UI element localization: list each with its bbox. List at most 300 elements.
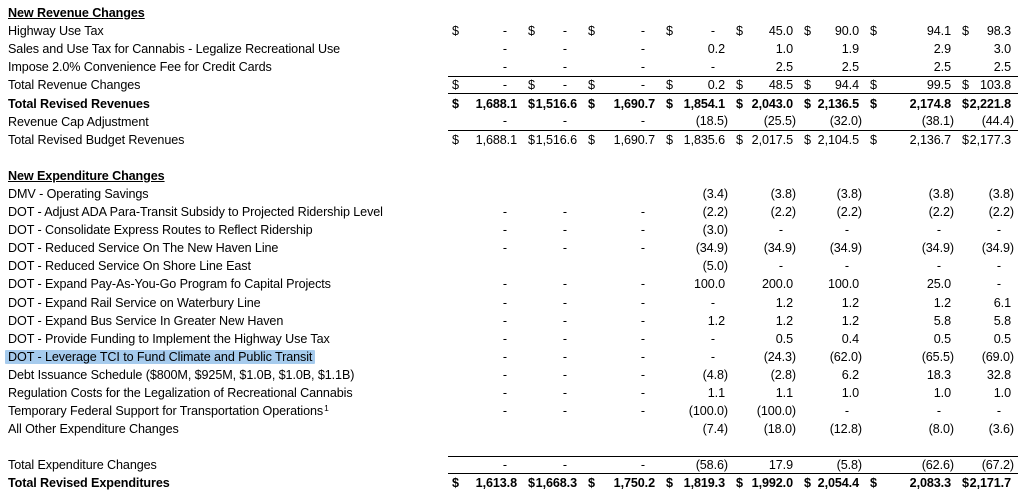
row-label bbox=[8, 203, 448, 221]
amount-cell bbox=[662, 94, 732, 112]
amount-value: 18.3 bbox=[926, 367, 951, 382]
amount-value: 1,668.3 bbox=[535, 476, 577, 491]
amount-cell bbox=[800, 257, 866, 275]
dollar-sign: $ bbox=[870, 476, 877, 491]
amount-cell bbox=[732, 185, 800, 203]
amount-cell bbox=[524, 330, 584, 348]
amount-value: (18.0) bbox=[763, 422, 796, 437]
amount-cell bbox=[584, 275, 662, 293]
amount-value: 1,516.6 bbox=[535, 132, 577, 147]
dollar-sign: $ bbox=[870, 96, 877, 111]
table-row bbox=[8, 402, 1024, 420]
amount-cell bbox=[800, 239, 866, 257]
amount-cell bbox=[958, 40, 1018, 58]
amount-value: 2.5 bbox=[841, 60, 859, 75]
amount-cell bbox=[524, 40, 584, 58]
amount-value: (100.0) bbox=[756, 404, 796, 419]
row-label bbox=[8, 330, 448, 348]
amount-value: - bbox=[844, 223, 849, 238]
amount-value: - bbox=[562, 295, 567, 310]
amount-value: (38.1) bbox=[921, 114, 954, 129]
amount-value: 94.1 bbox=[926, 24, 951, 39]
dollar-sign: $ bbox=[588, 78, 595, 93]
amount-value: - bbox=[502, 367, 507, 382]
amount-cell bbox=[866, 456, 958, 474]
amount-value: 1,992.0 bbox=[751, 476, 793, 491]
amount-cell bbox=[584, 149, 662, 167]
row-label-text: All Other Expenditure Changes bbox=[8, 422, 179, 437]
amount-value: 2,136.5 bbox=[817, 96, 859, 111]
amount-value: 1,613.8 bbox=[475, 476, 517, 491]
amount-cell bbox=[732, 294, 800, 312]
amount-cell bbox=[662, 330, 732, 348]
amount-cell bbox=[732, 330, 800, 348]
amount-cell bbox=[584, 76, 662, 94]
row-label-text: Sales and Use Tax for Cannabis - Legalize Recreational Use bbox=[8, 42, 341, 57]
amount-cell bbox=[958, 402, 1018, 420]
amount-cell bbox=[448, 257, 524, 275]
amount-value: - bbox=[562, 114, 567, 129]
amount-value: - bbox=[640, 349, 645, 364]
amount-value: 1.0 bbox=[841, 386, 859, 401]
amount-cell bbox=[662, 312, 732, 330]
dollar-sign: $ bbox=[962, 476, 969, 491]
amount-value: - bbox=[502, 223, 507, 238]
amount-cell bbox=[866, 40, 958, 58]
blank-row bbox=[8, 438, 1024, 456]
amount-value: (34.9) bbox=[763, 241, 796, 256]
amount-value: 5.8 bbox=[933, 313, 951, 328]
amount-cell bbox=[800, 94, 866, 112]
amount-value: 1.2 bbox=[841, 295, 859, 310]
amount-cell bbox=[662, 40, 732, 58]
amount-value: 17.9 bbox=[768, 458, 793, 473]
table-row bbox=[8, 456, 1024, 474]
amount-cell bbox=[866, 203, 958, 221]
dollar-sign: $ bbox=[736, 476, 743, 491]
amount-cell bbox=[958, 22, 1018, 40]
amount-cell bbox=[958, 294, 1018, 312]
amount-cell bbox=[800, 167, 866, 185]
amount-value: (2.2) bbox=[836, 205, 862, 220]
amount-cell bbox=[448, 402, 524, 420]
amount-value: 2,171.7 bbox=[969, 476, 1011, 491]
table-row bbox=[8, 203, 1024, 221]
amount-value: 6.2 bbox=[841, 367, 859, 382]
amount-cell bbox=[524, 420, 584, 438]
amount-cell bbox=[732, 366, 800, 384]
row-label-text: New Expenditure Changes bbox=[8, 168, 165, 183]
amount-value: - bbox=[996, 259, 1001, 274]
amount-cell bbox=[584, 167, 662, 185]
amount-value: - bbox=[562, 60, 567, 75]
amount-value: (67.2) bbox=[981, 458, 1014, 473]
amount-value: (44.4) bbox=[981, 114, 1014, 129]
amount-value: 1.2 bbox=[841, 313, 859, 328]
row-label bbox=[8, 185, 448, 203]
amount-value: (34.9) bbox=[829, 241, 862, 256]
table-row bbox=[8, 275, 1024, 293]
amount-value: - bbox=[562, 42, 567, 57]
amount-value: 0.2 bbox=[707, 42, 725, 57]
amount-cell bbox=[524, 348, 584, 366]
dollar-sign: $ bbox=[528, 96, 535, 111]
row-label bbox=[8, 384, 448, 402]
amount-value: - bbox=[640, 223, 645, 238]
amount-value: (4.8) bbox=[702, 367, 728, 382]
amount-cell bbox=[524, 438, 584, 456]
amount-value: - bbox=[502, 78, 507, 93]
amount-value: - bbox=[502, 277, 507, 292]
amount-cell bbox=[584, 185, 662, 203]
table-row bbox=[8, 384, 1024, 402]
amount-value: 0.5 bbox=[933, 331, 951, 346]
amount-cell bbox=[958, 167, 1018, 185]
amount-value: (3.8) bbox=[928, 186, 954, 201]
amount-cell bbox=[866, 474, 958, 492]
amount-value: 1.9 bbox=[841, 42, 859, 57]
amount-cell bbox=[662, 131, 732, 149]
amount-value: (69.0) bbox=[981, 349, 1014, 364]
amount-cell bbox=[448, 438, 524, 456]
amount-cell bbox=[732, 402, 800, 420]
amount-cell bbox=[524, 239, 584, 257]
amount-cell bbox=[662, 420, 732, 438]
amount-value: (2.2) bbox=[928, 205, 954, 220]
amount-value: - bbox=[640, 367, 645, 382]
highlighted-text: DOT - Leverage TCI to Fund Climate and Public Transit bbox=[5, 350, 315, 364]
amount-value: - bbox=[936, 404, 941, 419]
amount-value: - bbox=[640, 78, 645, 93]
dollar-sign: $ bbox=[804, 24, 811, 39]
amount-cell bbox=[448, 40, 524, 58]
amount-value: - bbox=[996, 404, 1001, 419]
amount-value: 1,690.7 bbox=[613, 132, 655, 147]
amount-cell bbox=[958, 113, 1018, 131]
row-label bbox=[8, 366, 448, 384]
amount-value: (3.8) bbox=[770, 186, 796, 201]
table-row bbox=[8, 348, 1024, 366]
row-label-text: Impose 2.0% Convenience Fee for Credit Cards bbox=[8, 60, 272, 75]
amount-cell bbox=[800, 40, 866, 58]
amount-cell bbox=[584, 312, 662, 330]
footnote-marker: 1 bbox=[324, 403, 329, 414]
table-row bbox=[8, 22, 1024, 40]
row-label bbox=[8, 94, 448, 112]
amount-cell bbox=[800, 402, 866, 420]
amount-value: 1,690.7 bbox=[613, 96, 655, 111]
dollar-sign: $ bbox=[736, 24, 743, 39]
amount-cell bbox=[800, 294, 866, 312]
amount-value: - bbox=[710, 24, 715, 39]
amount-value: (34.9) bbox=[921, 241, 954, 256]
amount-value: - bbox=[640, 114, 645, 129]
table-row bbox=[8, 420, 1024, 438]
amount-value: 100.0 bbox=[693, 277, 725, 292]
amount-value: 1.2 bbox=[933, 295, 951, 310]
amount-cell bbox=[662, 474, 732, 492]
amount-value: (32.0) bbox=[829, 114, 862, 129]
row-label bbox=[8, 438, 448, 456]
row-label-text: DOT - Provide Funding to Implement the Highway Use Tax bbox=[8, 331, 330, 346]
amount-value: - bbox=[996, 277, 1001, 292]
amount-value: 1,688.1 bbox=[475, 132, 517, 147]
amount-cell bbox=[866, 149, 958, 167]
amount-cell bbox=[958, 76, 1018, 94]
amount-cell bbox=[958, 94, 1018, 112]
dollar-sign: $ bbox=[452, 24, 459, 39]
row-label bbox=[8, 239, 448, 257]
amount-cell bbox=[662, 438, 732, 456]
row-label bbox=[8, 22, 448, 40]
amount-value: - bbox=[844, 259, 849, 274]
dollar-sign: $ bbox=[804, 78, 811, 93]
amount-cell bbox=[800, 58, 866, 76]
amount-cell bbox=[732, 384, 800, 402]
amount-cell bbox=[800, 76, 866, 94]
amount-value: - bbox=[778, 223, 783, 238]
row-label-text: DOT - Expand Pay-As-You-Go Program fo Capital Projects bbox=[8, 277, 331, 292]
amount-cell bbox=[524, 384, 584, 402]
amount-value: - bbox=[502, 295, 507, 310]
amount-value: 1.0 bbox=[993, 386, 1011, 401]
amount-cell bbox=[448, 384, 524, 402]
amount-value: - bbox=[562, 458, 567, 473]
amount-cell bbox=[584, 203, 662, 221]
amount-value: (8.0) bbox=[928, 422, 954, 437]
row-label-text: Total Revised Expenditures bbox=[8, 476, 170, 491]
amount-cell bbox=[732, 94, 800, 112]
dollar-sign: $ bbox=[736, 132, 743, 147]
amount-value: 1,819.3 bbox=[683, 476, 725, 491]
amount-cell bbox=[524, 366, 584, 384]
amount-value: - bbox=[640, 331, 645, 346]
amount-cell bbox=[524, 257, 584, 275]
amount-cell bbox=[800, 149, 866, 167]
dollar-sign: $ bbox=[666, 78, 673, 93]
amount-cell bbox=[662, 384, 732, 402]
amount-cell bbox=[584, 456, 662, 474]
amount-cell bbox=[448, 474, 524, 492]
amount-value: (62.6) bbox=[921, 458, 954, 473]
row-label-text: Debt Issuance Schedule ($800M, $925M, $1.0B, $1.0B, $1.1B) bbox=[8, 367, 355, 382]
dollar-sign: $ bbox=[588, 476, 595, 491]
amount-cell bbox=[448, 348, 524, 366]
amount-value: - bbox=[640, 295, 645, 310]
amount-cell bbox=[732, 312, 800, 330]
amount-cell bbox=[958, 185, 1018, 203]
amount-cell bbox=[448, 294, 524, 312]
amount-cell bbox=[524, 294, 584, 312]
amount-cell bbox=[800, 203, 866, 221]
amount-value: 2,221.8 bbox=[969, 96, 1011, 111]
amount-value: (34.9) bbox=[981, 241, 1014, 256]
amount-cell bbox=[584, 257, 662, 275]
table-row bbox=[8, 474, 1024, 492]
amount-cell bbox=[866, 239, 958, 257]
amount-cell bbox=[958, 149, 1018, 167]
amount-cell bbox=[448, 275, 524, 293]
amount-cell bbox=[662, 58, 732, 76]
amount-cell bbox=[662, 22, 732, 40]
row-label-text: DOT - Consolidate Express Routes to Reflect Ridership bbox=[8, 223, 313, 238]
amount-cell bbox=[584, 474, 662, 492]
table-row bbox=[8, 113, 1024, 131]
amount-cell bbox=[800, 22, 866, 40]
table-row bbox=[8, 221, 1024, 239]
amount-value: 1.1 bbox=[707, 386, 725, 401]
amount-cell bbox=[958, 330, 1018, 348]
amount-cell bbox=[662, 239, 732, 257]
amount-value: (7.4) bbox=[702, 422, 728, 437]
amount-cell bbox=[866, 76, 958, 94]
amount-value: 2.5 bbox=[933, 60, 951, 75]
amount-cell bbox=[448, 330, 524, 348]
amount-cell bbox=[866, 366, 958, 384]
amount-cell bbox=[584, 330, 662, 348]
amount-cell bbox=[866, 312, 958, 330]
amount-cell bbox=[958, 420, 1018, 438]
row-label bbox=[8, 456, 448, 474]
table-row bbox=[8, 131, 1024, 149]
amount-cell bbox=[448, 113, 524, 131]
amount-value: - bbox=[640, 404, 645, 419]
amount-cell bbox=[958, 239, 1018, 257]
amount-cell bbox=[866, 420, 958, 438]
amount-value: (2.8) bbox=[770, 367, 796, 382]
amount-cell bbox=[524, 474, 584, 492]
amount-cell bbox=[958, 257, 1018, 275]
amount-value: 90.0 bbox=[834, 24, 859, 39]
amount-cell bbox=[866, 348, 958, 366]
amount-value: (2.2) bbox=[702, 205, 728, 220]
row-label bbox=[8, 257, 448, 275]
amount-cell bbox=[732, 438, 800, 456]
amount-cell bbox=[732, 221, 800, 239]
amount-value: 3.0 bbox=[993, 42, 1011, 57]
amount-cell bbox=[524, 312, 584, 330]
row-label-text: Temporary Federal Support for Transportation Operations bbox=[8, 404, 324, 419]
amount-value: 1.2 bbox=[707, 313, 725, 328]
amount-cell bbox=[584, 402, 662, 420]
amount-cell bbox=[662, 203, 732, 221]
amount-cell bbox=[662, 4, 732, 22]
dollar-sign: $ bbox=[588, 24, 595, 39]
amount-value: 2.5 bbox=[993, 60, 1011, 75]
amount-value: - bbox=[562, 24, 567, 39]
amount-cell bbox=[800, 330, 866, 348]
section-header-row bbox=[8, 4, 1024, 22]
amount-value: - bbox=[502, 42, 507, 57]
dollar-sign: $ bbox=[452, 78, 459, 93]
dollar-sign: $ bbox=[528, 24, 535, 39]
dollar-sign: $ bbox=[528, 78, 535, 93]
amount-cell bbox=[800, 113, 866, 131]
amount-cell bbox=[732, 131, 800, 149]
amount-cell bbox=[524, 94, 584, 112]
amount-cell bbox=[584, 94, 662, 112]
amount-cell bbox=[800, 366, 866, 384]
amount-cell bbox=[732, 203, 800, 221]
amount-cell bbox=[958, 312, 1018, 330]
amount-value: - bbox=[562, 78, 567, 93]
amount-cell bbox=[584, 131, 662, 149]
amount-value: 99.5 bbox=[926, 78, 951, 93]
amount-cell bbox=[732, 4, 800, 22]
amount-value: 2.9 bbox=[933, 42, 951, 57]
amount-cell bbox=[800, 438, 866, 456]
amount-cell bbox=[448, 203, 524, 221]
amount-cell bbox=[800, 221, 866, 239]
amount-cell bbox=[662, 456, 732, 474]
amount-cell bbox=[662, 275, 732, 293]
amount-cell bbox=[524, 402, 584, 420]
amount-cell bbox=[584, 221, 662, 239]
amount-value: - bbox=[502, 241, 507, 256]
amount-cell bbox=[448, 185, 524, 203]
table-row bbox=[8, 294, 1024, 312]
amount-cell bbox=[524, 58, 584, 76]
amount-cell bbox=[662, 294, 732, 312]
amount-cell bbox=[958, 131, 1018, 149]
amount-value: (3.8) bbox=[988, 186, 1014, 201]
amount-value: 1,688.1 bbox=[475, 96, 517, 111]
amount-value: 94.4 bbox=[834, 78, 859, 93]
amount-value: (2.2) bbox=[770, 205, 796, 220]
row-label bbox=[8, 420, 448, 438]
amount-cell bbox=[732, 420, 800, 438]
row-label-text: DOT - Expand Bus Service In Greater New Haven bbox=[8, 313, 284, 328]
amount-cell bbox=[958, 203, 1018, 221]
amount-cell bbox=[958, 474, 1018, 492]
row-label bbox=[8, 40, 448, 58]
amount-cell bbox=[448, 76, 524, 94]
dollar-sign: $ bbox=[588, 96, 595, 111]
dollar-sign: $ bbox=[804, 132, 811, 147]
amount-value: 98.3 bbox=[986, 24, 1011, 39]
row-label bbox=[8, 4, 448, 22]
row-label-text: Total Revenue Changes bbox=[8, 78, 141, 93]
amount-cell bbox=[800, 420, 866, 438]
amount-value: - bbox=[502, 458, 507, 473]
blank-row bbox=[8, 149, 1024, 167]
amount-cell bbox=[524, 203, 584, 221]
amount-cell bbox=[662, 348, 732, 366]
amount-cell bbox=[584, 294, 662, 312]
amount-cell bbox=[800, 474, 866, 492]
amount-value: 2,177.3 bbox=[969, 132, 1011, 147]
row-label bbox=[8, 167, 448, 185]
amount-cell bbox=[732, 22, 800, 40]
amount-value: (100.0) bbox=[688, 404, 728, 419]
amount-cell bbox=[866, 438, 958, 456]
amount-cell bbox=[732, 348, 800, 366]
amount-value: 0.5 bbox=[993, 331, 1011, 346]
amount-cell bbox=[800, 312, 866, 330]
amount-value: (18.5) bbox=[695, 114, 728, 129]
amount-cell bbox=[448, 221, 524, 239]
amount-cell bbox=[866, 167, 958, 185]
amount-cell bbox=[524, 167, 584, 185]
amount-cell bbox=[524, 4, 584, 22]
table-row bbox=[8, 239, 1024, 257]
amount-cell bbox=[524, 149, 584, 167]
amount-cell bbox=[662, 257, 732, 275]
amount-cell bbox=[958, 348, 1018, 366]
amount-value: (58.6) bbox=[695, 458, 728, 473]
amount-value: (3.0) bbox=[702, 223, 728, 238]
amount-cell bbox=[448, 366, 524, 384]
